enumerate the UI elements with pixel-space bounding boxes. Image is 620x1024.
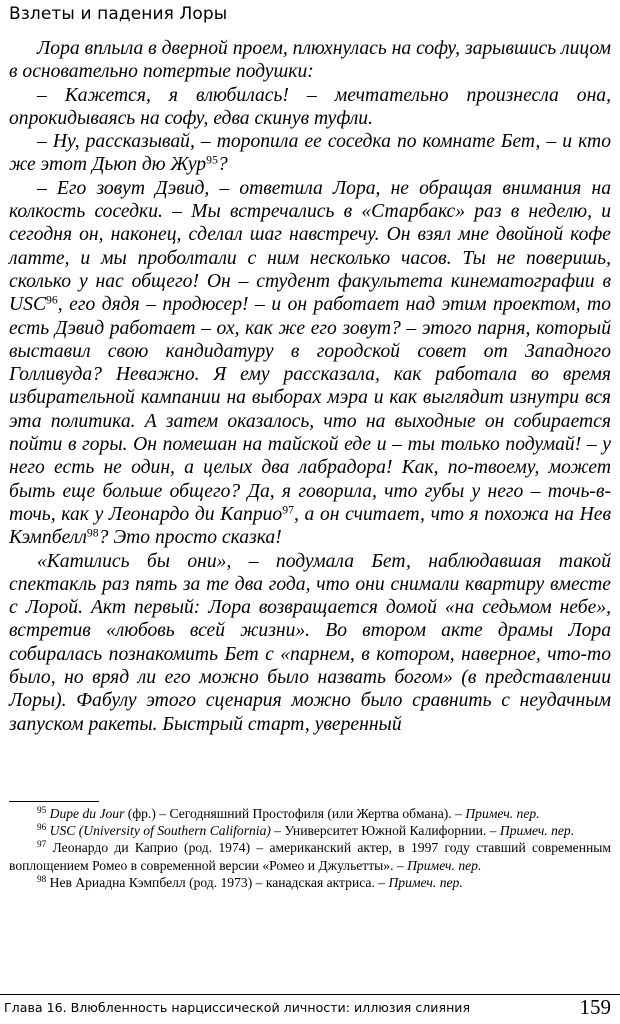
footnote-95 — [9, 805, 611, 822]
footnote-separator — [9, 801, 99, 802]
paragraph-4-text-a: – Его зовут Дэвид, – ответила Лора, не обращая внимания на колкость соседки. – Мы встречались в «Старбакс» раз в неделю, и сегодня он, наконец, сделал шаг навстречу. Он взял мне двойной кофе латте, и мы проболтали с ним несколько часов. Ты не поверишь, сколько у нас общего! Он – студент факультета кинематографии в USC — [9, 177, 611, 316]
paragraph-1: Лора вплыла в дверной проем, плюхнулась на софу, зарывшись лицом в основательно потертые подушки: — [9, 38, 611, 83]
footnote-96-text: – Университет Южной Калифорнии. – — [270, 823, 497, 839]
footnote-98-number: 98 — [37, 873, 47, 884]
paragraph-4-text-b: , его дядя – продюсер! – и он работает над этим проектом, то есть Дэвид работает – ох, как же его зовут? – этого парня, который выставил свою кандидатуру в городской совет от Западного Голливуда? Неважно. Я ему рассказала, как работала во время избирательной кампании на выборах мэра и как выглядит изнутри вся эта политика. А затем оказалось, что на выходные он собирается пойти в горы. Он помешан на тайской еде и – ты только подумай! – у него есть не один, а целых два лабрадора! Как, по-твоему, может быть еще больше общего? Да, я говорила, что губы у него – точь-в-точь, как у Леонардо ди Каприо — [9, 294, 611, 525]
footnote-95-number: 95 — [37, 804, 47, 815]
footnote-ref-96[interactable]: 96 — [46, 293, 58, 307]
paragraph-4-text-d: ? Это просто сказка! — [98, 527, 282, 549]
paragraph-2: – Кажется, я влюбилась! – мечтательно произнесла она, опрокидываясь на софу, едва скинув туфли. — [9, 84, 611, 129]
footnote-95-text: (фр.) – Сегодняшний Простофиля (или Жертва обмана). – — [124, 806, 462, 821]
footnotes — [9, 805, 611, 891]
footnote-97-number: 97 — [37, 839, 47, 850]
footnote-98-text: Нев Ариадна Кэмпбелл (род. 1973) – канадская актриса. – — [49, 874, 386, 890]
paragraph-4-text-c: , а он считает, что я похожа на Нев Кэмпбелл — [9, 503, 611, 549]
footnote-ref-97[interactable]: 97 — [282, 503, 294, 517]
paragraph-4 — [9, 177, 611, 550]
footnote-95-note: Примеч. пер. — [465, 806, 540, 821]
footnote-98 — [9, 874, 611, 891]
footnote-ref-98[interactable]: 98 — [86, 526, 99, 540]
footnote-97-note: Примеч. пер. — [407, 857, 482, 873]
footnote-96 — [9, 822, 611, 839]
footnote-96-number: 96 — [37, 822, 47, 833]
footnote-96-term: USC (University of Southern California) — [49, 823, 271, 839]
footnote-ref-95[interactable]: 95 — [206, 154, 218, 168]
paragraph-5: «Катились бы они», – подумала Бет, наблюдавшая такой спектакль раз пять за те два года, что они снимали квартиру вместе с Лорой. Акт первый: Лора возвращается домой «на седьмом небе», встретив «любовь всей жизни». Во втором акте драмы Лора собиралась познакомить Бет с «парнем, в котором, наверное, что-то было, но вряд ли его можно было назвать богом» (в представлении Лоры). Фабулу этого сценария можно было сравнить с неудачным запуском ракеты. Быстрый старт, уверенный — [9, 550, 611, 735]
running-header: Взлеты и падения Лоры — [9, 4, 228, 24]
footer-rule — [0, 994, 620, 995]
paragraph-3-tail: ? — [217, 154, 228, 176]
footnote-96-note: Примеч. пер. — [499, 823, 575, 839]
paragraph-3 — [9, 130, 611, 177]
page-number: 159 — [579, 995, 611, 1019]
footnote-98-note: Примеч. пер. — [388, 874, 463, 890]
footnote-97-text: Леонардо ди Каприо (род. 1974) – американский актер, в 1997 году ставший современным воплощением Ромео в современной версии «Ромео и Джульетты». – — [9, 840, 612, 873]
paragraph-3-text: – Ну, рассказывай, – торопила ее соседка по комнате Бет, – и кто же этот Дьюп дю Жур — [9, 131, 611, 176]
main-text — [9, 37, 611, 736]
footnote-97 — [9, 839, 611, 873]
footer-chapter-title: Глава 16. Влюбленность нарциссической личности: иллюзия слияния — [4, 1000, 471, 1015]
footnote-95-term: Dupe du Jour — [49, 806, 125, 821]
